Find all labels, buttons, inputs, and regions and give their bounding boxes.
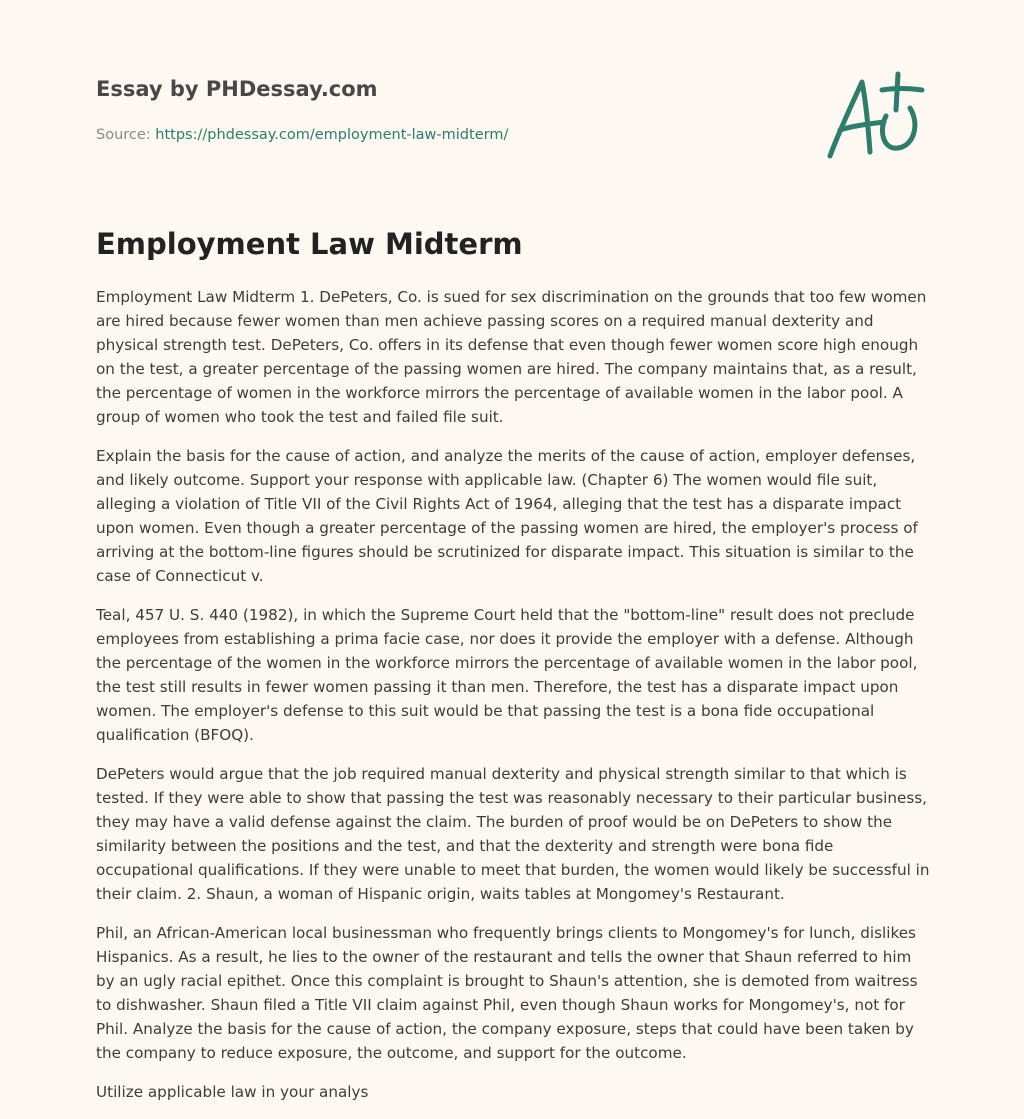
- page-title: Employment Law Midterm: [96, 227, 523, 261]
- source-label: Source:: [96, 127, 151, 143]
- header: [96, 74, 928, 145]
- paragraph: DePeters would argue that the job required manual dexterity and physical strength similar to that which is tested. If they were able to show that passing the test was reasonably necessary to their particular business, they may have a valid defense against the claim. The burden of proof would be on DePeters to show the similarity between the positions and the test, and that the dexterity and strength were bona fide occupational qualifications. If they were unable to meet that burden, the women would likely be successful in their claim. 2. Shaun, a woman of Hispanic origin, waits tables at Mongomey's Restaurant.: [96, 765, 930, 903]
- paragraph: Utilize applicable law in your analys: [96, 1083, 369, 1101]
- site-brand: Essay by PHDessay.com: [96, 77, 378, 101]
- paragraph: Phil, an African-American local businessman who frequently brings clients to Mongomey's for lunch, dislikes Hispanics. As a result, he lies to the owner of the restaurant and tells the owner that Shaun referred to him by an ugly racial epithet. Once this complaint is brought to Shaun's attention, she is demoted from waitress to dishwasher. Shaun filed a Title VII claim against Phil, even though Shaun works for Mongomey's, not for Phil. Analyze the basis for the cause of action, the company exposure, steps that could have been taken by the company to reduce exposure, the outcome, and support for the outcome.: [96, 924, 918, 1062]
- source-line: [96, 125, 928, 145]
- a-plus-logo-icon: [822, 68, 926, 164]
- source-link[interactable]: https://phdessay.com/employment-law-midterm/: [155, 127, 509, 143]
- paragraph: Teal, 457 U. S. 440 (1982), in which the Supreme Court held that the "bottom-line" result does not preclude employees from establishing a prima facie case, nor does it provide the employer with a defense. Although the percentage of the women in the workforce mirrors the percentage of available women in the labor pool, the test still results in fewer women passing it than men. Therefore, the test has a disparate impact upon women. The employer's defense to this suit would be that passing the test is a bona fide occupational qualification (BFOQ).: [96, 606, 918, 744]
- article-body: [96, 285, 930, 1119]
- paragraph: Explain the basis for the cause of action, and analyze the merits of the cause of action, employer defenses, and likely outcome. Support your response with applicable law. (Chapter 6) The women would file suit, alleging a violation of Title VII of the Civil Rights Act of 1964, alleging that the test has a disparate impact upon women. Even though a greater percentage of the passing women are hired, the employer's process of arriving at the bottom-line figures should be scrutinized for disparate impact. This situation is similar to the case of Connecticut v.: [96, 447, 918, 585]
- paragraph: Employment Law Midterm 1. DePeters, Co. is sued for sex discrimination on the grounds that too few women are hired because fewer women than men achieve passing scores on a required manual dexterity and physical strength test. DePeters, Co. offers in its defense that even though fewer women score high enough on the test, a greater percentage of the passing women are hired. The company maintains that, as a result, the percentage of women in the workforce mirrors the percentage of available women in the labor pool. A group of women who took the test and failed file suit.: [96, 288, 927, 426]
